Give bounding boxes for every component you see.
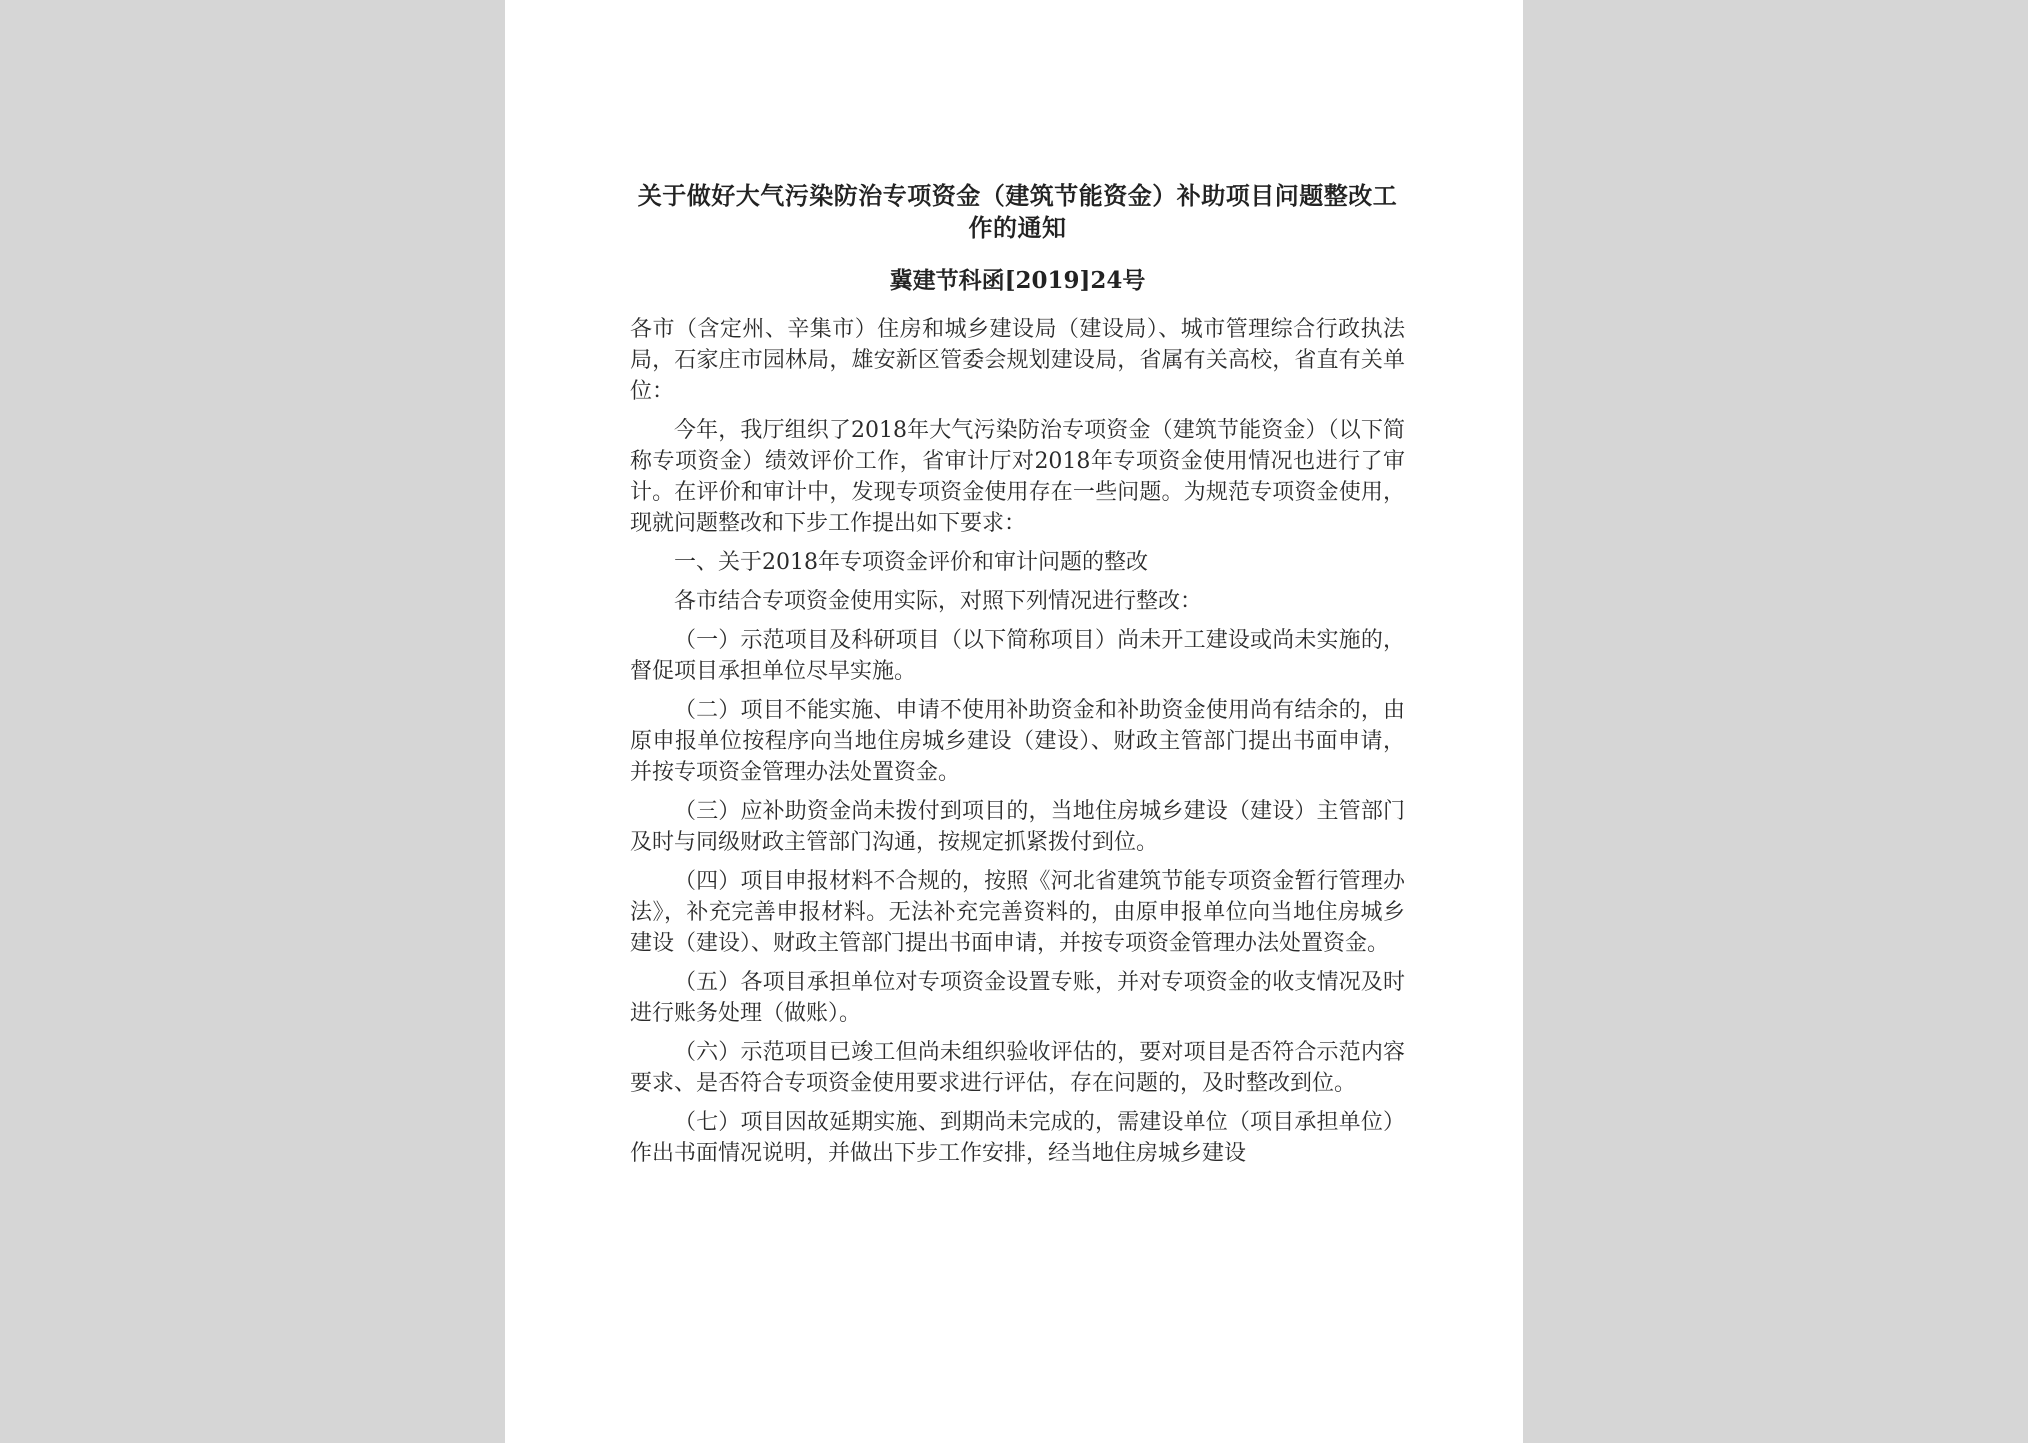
document-number: 冀建节科函[2019]24号 [889,267,1146,294]
page-content [630,180,1405,1177]
list-item: （一）示范项目及科研项目（以下简称项目）尚未开工建设或尚未实施的，督促项目承担单位尽早实施。 [630,628,1405,684]
body-paragraph: 今年，我厅组织了2018年大气污染防治专项资金（建筑节能资金）（以下简称专项资金）绩效评价工作，省审计厅对2018年专项资金使用情况也进行了审计。在评价和审计中，发现专项资金使用存在一些问题。为规范专项资金使用，现就问题整改和下步工作提出如下要求： [630,418,1405,536]
list-item: （七）项目因故延期实施、到期尚未完成的，需建设单位（项目承担单位）作出书面情况说明，并做出下步工作安排，经当地住房城乡建设 [630,1110,1405,1166]
document-title: 关于做好大气污染防治专项资金（建筑节能资金）补助项目问题整改工作的通知 [637,181,1398,242]
section-heading: 一、关于2018年专项资金评价和审计问题的整改 [674,550,1148,575]
list-item: （六）示范项目已竣工但尚未组织验收评估的，要对项目是否符合示范内容要求、是否符合专项资金使用要求进行评估，存在问题的，及时整改到位。 [630,1040,1405,1096]
list-item: （二）项目不能实施、申请不使用补助资金和补助资金使用尚有结余的，由原申报单位按程序向当地住房城乡建设（建设）、财政主管部门提出书面申请，并按专项资金管理办法处置资金。 [630,698,1405,785]
list-item: （四）项目申报材料不合规的，按照《河北省建筑节能专项资金暂行管理办法》，补充完善申报材料。无法补充完善资料的，由原申报单位向当地住房城乡建设（建设）、财政主管部门提出书面申请，并按专项资金管理办法处置资金。 [630,869,1405,956]
body-paragraph: 各市结合专项资金使用实际，对照下列情况进行整改： [674,589,1203,614]
addressee-paragraph: 各市（含定州、辛集市）住房和城乡建设局（建设局）、城市管理综合行政执法局，石家庄市园林局，雄安新区管委会规划建设局，省属有关高校，省直有关单位： [630,317,1405,404]
document-page [505,0,1523,1443]
list-item: （五）各项目承担单位对专项资金设置专账，并对专项资金的收支情况及时进行账务处理（做账）。 [630,970,1405,1026]
list-item: （三）应补助资金尚未拨付到项目的，当地住房城乡建设（建设）主管部门及时与同级财政主管部门沟通，按规定抓紧拨付到位。 [630,799,1405,855]
